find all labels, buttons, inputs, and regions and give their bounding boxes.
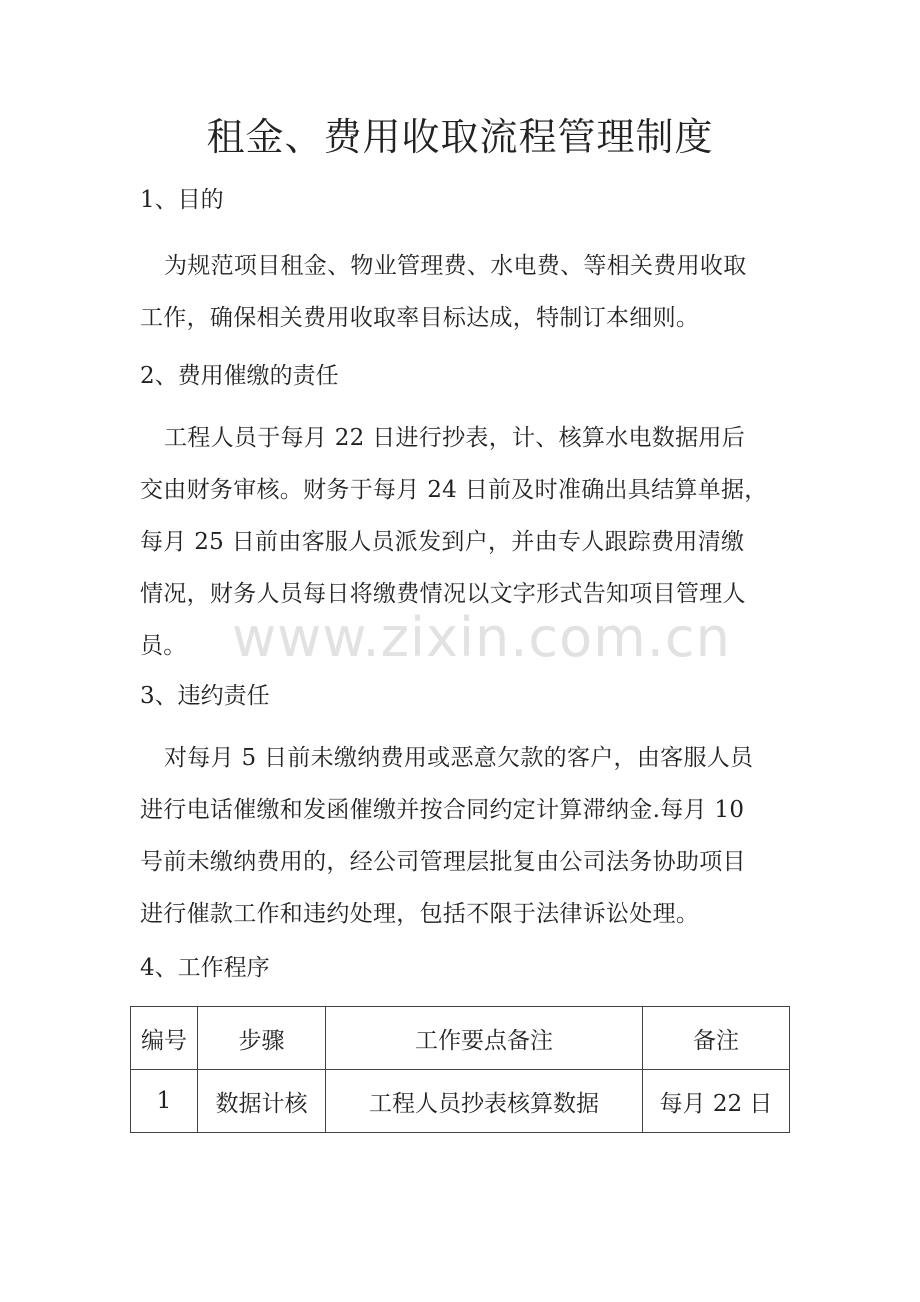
section-body-breach — [140, 732, 790, 940]
paragraph-line: 为规范项目租金、物业管理费、水电费、等相关费用收取 — [164, 253, 747, 279]
paragraph-line: 号前未缴纳费用的，经公司管理层批复由公司法务协助项目 — [140, 849, 746, 875]
procedure-table — [130, 1006, 790, 1133]
paragraph-line: 进行催款工作和违约处理，包括不限于法律诉讼处理。 — [140, 901, 700, 927]
paragraph-line: 员。 — [140, 633, 187, 659]
section-heading-responsibility: 2、费用催缴的责任 — [140, 363, 339, 389]
table-header-cell: 步骤 — [198, 1007, 326, 1070]
section-heading-procedure: 4、工作程序 — [140, 955, 270, 981]
table-header-row — [131, 1007, 790, 1070]
paragraph-line: 工程人员于每月 22 日进行抄表，计、核算水电数据用后 — [164, 425, 745, 451]
document-title: 租金、费用收取流程管理制度 — [206, 115, 714, 159]
table-cell: 1 — [131, 1070, 198, 1133]
table-header-cell: 工作要点备注 — [326, 1007, 643, 1070]
table-cell: 工程人员抄表核算数据 — [326, 1070, 643, 1133]
section-heading-purpose: 1、目的 — [140, 187, 224, 213]
paragraph-line: 进行电话催缴和发函催缴并按合同约定计算滞纳金.每月 10 — [140, 797, 745, 823]
watermark-text: www.zixin.com.cn — [232, 606, 731, 669]
paragraph-line: 情况，财务人员每日将缴费情况以文字形式告知项目管理人 — [140, 581, 746, 607]
section-body-purpose — [140, 240, 790, 344]
paragraph-line: 交由财务审核。财务于每月 24 日前及时准确出具结算单据， — [140, 477, 768, 503]
table-header-cell: 编号 — [131, 1007, 198, 1070]
paragraph-line: 工作，确保相关费用收取率目标达成，特制订本细则。 — [140, 305, 700, 331]
table-header-cell: 备注 — [643, 1007, 790, 1070]
table-row — [131, 1070, 790, 1133]
table-cell: 每月 22 日 — [643, 1070, 790, 1133]
section-heading-breach: 3、违约责任 — [140, 683, 270, 709]
table-cell: 数据计核 — [198, 1070, 326, 1133]
paragraph-line: 对每月 5 日前未缴纳费用或恶意欠款的客户，由客服人员 — [164, 745, 754, 771]
paragraph-line: 每月 25 日前由客服人员派发到户，并由专人跟踪费用清缴 — [140, 529, 745, 555]
